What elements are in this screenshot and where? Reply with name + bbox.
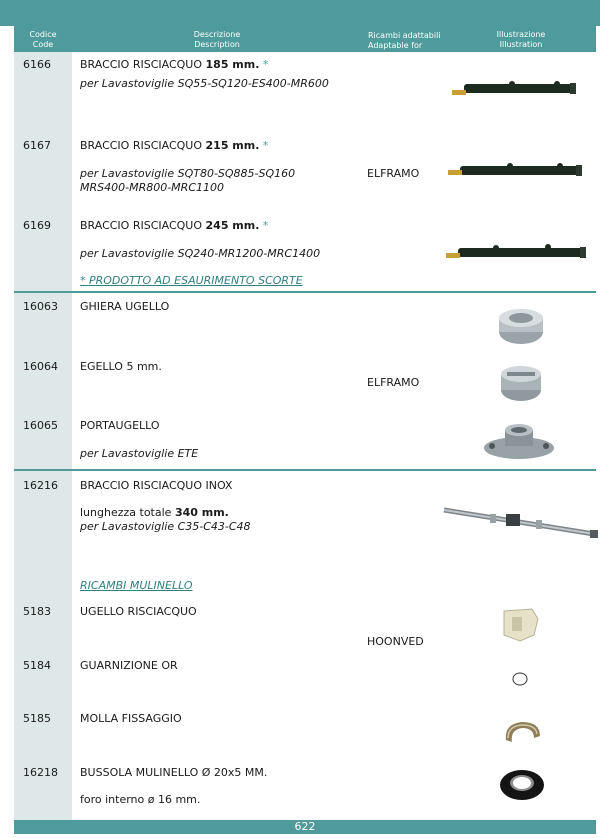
item-code: 6169 [23, 219, 51, 232]
item-name: BRACCIO RISCIACQUO 185 mm. * [80, 58, 269, 71]
item-name: BRACCIO RISCIACQUO 245 mm. * [80, 219, 269, 232]
nozzle-image [498, 362, 544, 404]
header-illustration: Illustrazione Illustration [496, 30, 546, 49]
item-note: per Lavastoviglie SQT80-SQ885-SQ160 [80, 167, 296, 180]
header-code: Codice Code [29, 30, 57, 49]
section-link-mulinello[interactable]: RICAMBI MULINELLO [80, 579, 193, 592]
compat-brand: ELFRAMO [367, 376, 420, 389]
stock-note-link[interactable]: * PRODOTTO AD ESAURIMENTO SCORTE [80, 274, 303, 287]
item-code: 16216 [23, 479, 58, 492]
rinse-nozzle-image [498, 605, 542, 645]
item-name: BUSSOLA MULINELLO Ø 20x5 MM. [80, 766, 268, 779]
item-name: GUARNIZIONE OR [80, 659, 178, 672]
item-note: per Lavastoviglie C35-C43-C48 [80, 520, 251, 533]
item-name: MOLLA FISSAGGIO [80, 712, 182, 725]
item-name: BRACCIO RISCIACQUO 215 mm. * [80, 139, 269, 152]
item-code: 16218 [23, 766, 58, 779]
table-header [14, 26, 596, 52]
rinse-arm-215-image [448, 158, 588, 188]
item-name: PORTAUGELLO [80, 419, 160, 432]
rinse-arm-185-image [452, 76, 582, 106]
item-note: MRS400-MR800-MRC1100 [80, 181, 224, 194]
item-name: EGELLO 5 mm. [80, 360, 162, 373]
item-note: foro interno ø 16 mm. [80, 793, 201, 806]
item-name: GHIERA UGELLO [80, 300, 170, 313]
item-code: 16064 [23, 360, 58, 373]
header-adaptable: Ricambi adattabili Adaptable for [368, 31, 441, 50]
nozzle-ring-image [496, 306, 546, 346]
header-description: Descrizione Description [193, 30, 241, 49]
item-length: lunghezza totale 340 mm. [80, 506, 229, 519]
rinse-arm-245-image [446, 240, 592, 270]
stainless-rinse-arm-image [440, 500, 600, 544]
nozzle-holder-image [482, 422, 556, 462]
item-name: UGELLO RISCIACQUO [80, 605, 197, 618]
item-code: 5185 [23, 712, 51, 725]
item-code: 5183 [23, 605, 51, 618]
item-code: 6166 [23, 58, 51, 71]
compat-brand: ELFRAMO [367, 167, 420, 180]
compat-brand: HOONVED [367, 635, 424, 648]
page-number: 622 [294, 820, 316, 833]
group-separator [14, 469, 596, 471]
item-code: 5184 [23, 659, 51, 672]
fixing-spring-image [500, 714, 544, 752]
item-note: per Lavastoviglie ETE [80, 447, 199, 460]
item-note: per Lavastoviglie SQ240-MR1200-MRC1400 [80, 247, 321, 260]
item-name: BRACCIO RISCIACQUO INOX [80, 479, 233, 492]
item-code: 16063 [23, 300, 58, 313]
footer-band [14, 820, 596, 834]
code-column [14, 52, 72, 820]
item-code: 6167 [23, 139, 51, 152]
group-separator [14, 291, 596, 293]
item-code: 16065 [23, 419, 58, 432]
item-note: per Lavastoviglie SQ55-SQ120-ES400-MR600 [80, 77, 329, 90]
o-ring-image [510, 670, 530, 688]
bushing-image [498, 766, 546, 802]
top-band [0, 0, 600, 26]
